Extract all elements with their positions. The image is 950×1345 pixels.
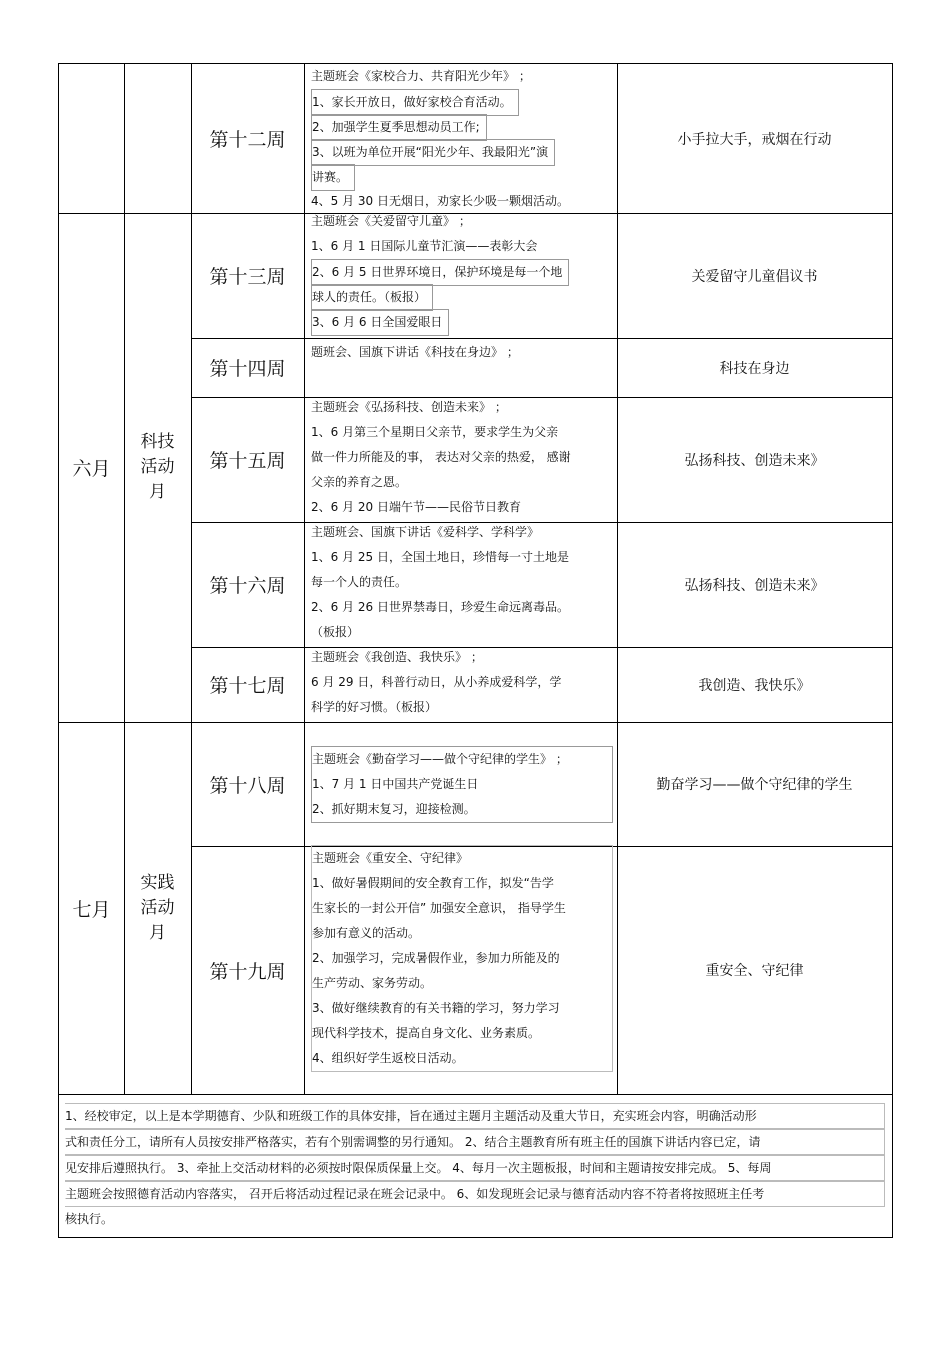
note-line: 式和责任分工，请所有人员按安排严格落实，若有个别需调整的另行通知。 2、结合主题教育所有班主任的国旗下讲话内容已定，请 [65, 1129, 885, 1155]
week-cell: 第十七周 [209, 675, 286, 697]
activity-cell: 勤奋学习——做个守纪律的学生 [656, 777, 853, 793]
activity-cell: 小手拉大手，戒烟在行动 [677, 131, 832, 148]
notes-section [65, 1103, 885, 1231]
col-divider [304, 64, 305, 1094]
week-cell: 第十二周 [209, 129, 286, 151]
activity-cell: 弘扬科技、创造未来》 [684, 452, 825, 469]
theme-cell-june [124, 213, 191, 722]
month-cell-july: 七月 [72, 898, 111, 921]
content-cell: 主题班会、国旗下讲话《爱科学、学科学》 1、6 月 25 日，全国土地日，珍惜每一寸土地是 每一个人的责任。 2、6 月 26 日世界禁毒日，珍爱生命远离毒品。 （板报） [311, 525, 569, 639]
theme-label: 科技活动月 [140, 432, 175, 502]
week-cell: 第十四周 [209, 358, 286, 380]
content-cell: 主题班会《重安全、守纪律》 1、做好暑假期间的安全教育工作，拟发“告学 生家长的一封公开信” 加强安全意识， 指导学生 参加有意义的活动。 2、加强学习，完成暑假作业，参加力所能及的 生产劳动、家务劳动。 3、做好继续教育的有关书籍的学习，努力学习 现代科学技术，提高自身文化、业务素质。 4、组织好学生返校日活动。 [311, 845, 613, 1072]
content-cell: 主题班会《弘扬科技、创造未来》 ； 1、6 月第三个星期日父亲节，要求学生为父亲 做一件力所能及的事， 表达对父亲的热爱， 感谢 父亲的养育之恩。 2、6 月 20 日端午节——民俗节日教育 [311, 400, 571, 514]
content-cell: 主题班会《关爱留守儿童》 ； 1、6 月 1 日国际儿童节汇演——表彰大会 2、6 月 5 日世界环境日，保护环境是每一个地 球人的责任。（板报） 3、6 月 6 日全国爱眼日 [311, 209, 611, 334]
note-line: 见安排后遵照执行。 3、牵扯上交活动材料的必须按时限保质保量上交。 4、每月一次主题板报，时间和主题请按安排完成。 5、每周 [65, 1155, 885, 1181]
content-cell: 题班会、国旗下讲话《科技在身边》 ； [311, 345, 519, 359]
activity-cell: 我创造、我快乐》 [698, 677, 811, 694]
week-cell: 第十五周 [209, 450, 286, 472]
week-cell: 第十八周 [209, 774, 286, 797]
schedule-table [58, 63, 893, 1238]
activity-cell: 关爱留守儿童倡议书 [691, 268, 818, 285]
row-divider [59, 1094, 892, 1095]
activity-cell: 弘扬科技、创造未来》 [684, 577, 825, 594]
activity-cell: 重安全、守纪律 [705, 963, 804, 979]
theme-cell-july [124, 722, 191, 1094]
theme-label: 实践活动月 [140, 872, 175, 943]
content-cell: 主题班会《家校合力、共育阳光少年》 ； 1、家长开放日，做好家校合育活动。 2、加强学生夏季思想动员工作; 3、以班为单位开展“阳光少年、我最阳光”演 讲赛。 4、5 月 30 日无烟日，劝家长少吸一颗烟活动。 [311, 69, 569, 208]
activity-cell: 科技在身边 [719, 360, 790, 377]
note-line: 核执行。 [65, 1212, 114, 1226]
note-line: 主题班会按照德育活动内容落实， 召开后将活动过程记录在班会记录中。 6、如发现班会记录与德育活动内容不符者将按照班主任考 [65, 1181, 885, 1207]
content-cell: 主题班会《我创造、我快乐》 ； 6 月 29 日，科普行动日，从小养成爱科学，学 科学的好习惯。（板报） [311, 650, 562, 714]
content-cell: 主题班会《勤奋学习——做个守纪律的学生》 ； 1、7 月 1 日中国共产党诞生日 2、抓好期末复习，迎接检测。 [311, 746, 613, 823]
week-cell: 第十六周 [209, 575, 286, 597]
month-cell-june: 六月 [72, 458, 111, 480]
note-line: 1、经校审定，以上是本学期德育、少队和班级工作的具体安排，旨在通过主题月主题活动及重大节日，充实班会内容，明确活动形 [65, 1103, 885, 1129]
week-cell: 第十九周 [209, 960, 286, 983]
week-cell: 第十三周 [209, 266, 286, 288]
